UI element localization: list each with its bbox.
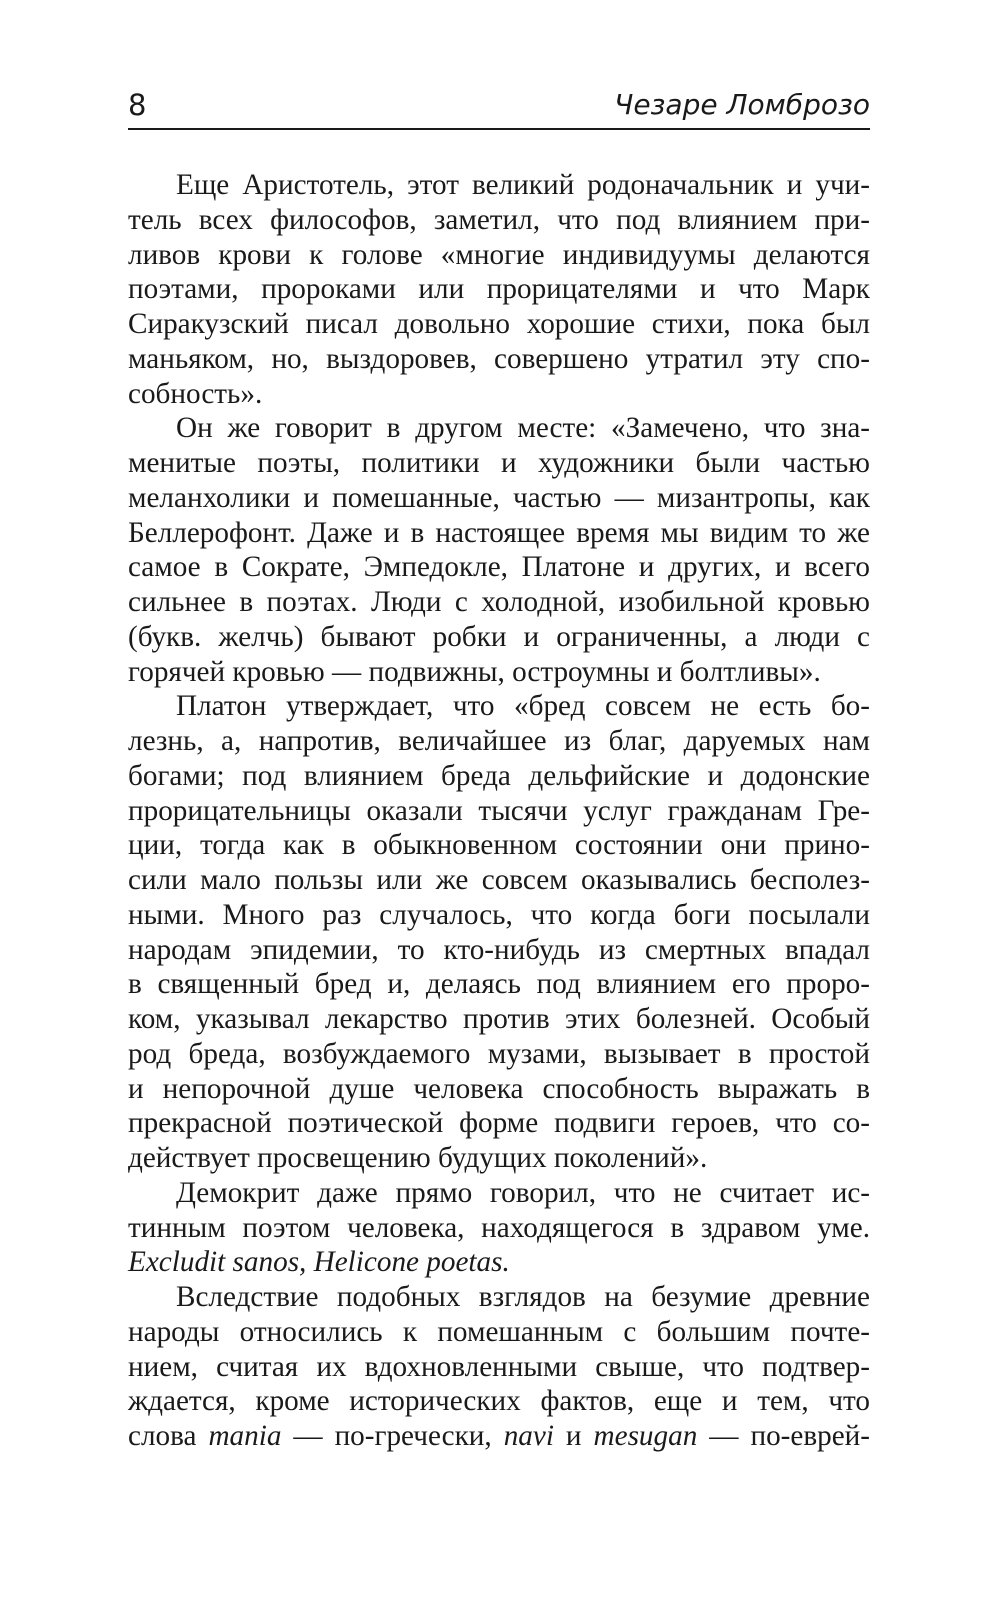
text-segment: — по-еврей- xyxy=(697,1420,871,1452)
term-mesugan: mesugan xyxy=(593,1420,698,1452)
text-line: действует просвещению будущих поколений». xyxy=(128,1142,708,1174)
text-line: Демокрит даже прямо говорил, что не считает ис- xyxy=(176,1176,870,1209)
paragraph-4 xyxy=(128,1176,870,1280)
text-line: собность». xyxy=(128,377,263,410)
text-line: маньяком, но, выздоровев, совершено утратил эту спо- xyxy=(128,342,870,375)
text-line: Беллерофонт. Даже и в настоящее время мы видим то же xyxy=(128,516,870,549)
paragraph-5 xyxy=(128,1280,870,1454)
text-line: и непорочной душе человека способность выражать в xyxy=(128,1072,870,1105)
page-number: 8 xyxy=(128,88,147,122)
text-line: Вследствие подобных взглядов на безумие древние xyxy=(176,1281,870,1313)
text-line: ком, указывал лекарство против этих болезней. Особый xyxy=(128,1003,870,1035)
text-line: Еще Аристотель, этот великий родоначальник и учи- xyxy=(176,169,870,201)
latin-quote: Excludit sanos, Helicone poetas. xyxy=(128,1246,510,1279)
text-line: Он же говорит в другом месте: «Замечено, что зна- xyxy=(176,412,870,445)
text-line: ными. Много раз случалось, что когда боги посылали xyxy=(128,898,870,931)
text-line-mixed xyxy=(128,1419,870,1454)
text-line: тель всех философов, заметил, что под влиянием при- xyxy=(128,203,870,236)
text-line: богами; под влиянием бреда дельфийские и додонские xyxy=(128,759,870,792)
term-mania: mania xyxy=(208,1420,282,1452)
text-segment: и xyxy=(553,1420,594,1452)
text-line: народы относились к помешанным с большим почте- xyxy=(128,1315,870,1348)
paragraph-2 xyxy=(128,411,870,689)
text-line: ливов крови к голове «многие индивидуумы делаются xyxy=(128,238,870,271)
term-navi: navi xyxy=(503,1420,554,1452)
text-line: прекрасной поэтической форме подвиги героев, что со- xyxy=(128,1107,870,1140)
body-text xyxy=(128,168,870,1454)
text-line: самое в Сократе, Эмпедокле, Платоне и других, и всего xyxy=(128,551,870,584)
text-line: в священный бред и, делаясь под влиянием его проро- xyxy=(128,968,870,1001)
text-line: Платон утверждает, что «бред совсем не есть бо- xyxy=(176,690,870,723)
text-line: (букв. желчь) бывают робки и ограниченны, а люди с xyxy=(128,620,870,653)
text-line: нием, считая их вдохновленными свыше, что подтвер- xyxy=(128,1350,870,1383)
running-head xyxy=(128,84,870,130)
running-title: Чезаре Ломброзо xyxy=(614,88,870,121)
text-line: народам эпидемии, то кто-нибудь из смертных впадал xyxy=(128,933,870,966)
text-segment: слова xyxy=(128,1420,209,1452)
text-line: ждается, кроме исторических фактов, еще и тем, что xyxy=(128,1385,870,1418)
text-line: тинным поэтом человека, находящегося в здравом уме. xyxy=(128,1211,870,1244)
paragraph-3 xyxy=(128,689,870,1176)
text-line: лезнь, а, напротив, величайшее из благ, даруемых нам xyxy=(128,725,870,757)
text-line: сильнее в поэтах. Люди с холодной, изобильной кровью xyxy=(128,586,870,618)
text-line: Сиракузский писал довольно хорошие стихи, пока был xyxy=(128,308,870,340)
text-line: ции, тогда как в обыкновенном состоянии они прино- xyxy=(128,829,870,862)
text-line: сили мало пользы или же совсем оказывались бесполез- xyxy=(128,864,870,896)
paragraph-1 xyxy=(128,168,870,411)
text-line: горячей кровью — подвижны, остроумны и болтливы». xyxy=(128,655,821,688)
text-line: род бреда, возбуждаемого музами, вызывает в простой xyxy=(128,1037,870,1070)
text-line: поэтами, пророками или прорицателями и что Марк xyxy=(128,273,870,306)
text-segment: — по-гречески, xyxy=(281,1420,504,1452)
text-line: меланхолики и помешанные, частью — мизантропы, как xyxy=(128,481,870,514)
text-line: менитые поэты, политики и художники были частью xyxy=(128,447,870,479)
text-line: прорицательницы оказали тысячи услуг гражданам Гре- xyxy=(128,794,870,827)
